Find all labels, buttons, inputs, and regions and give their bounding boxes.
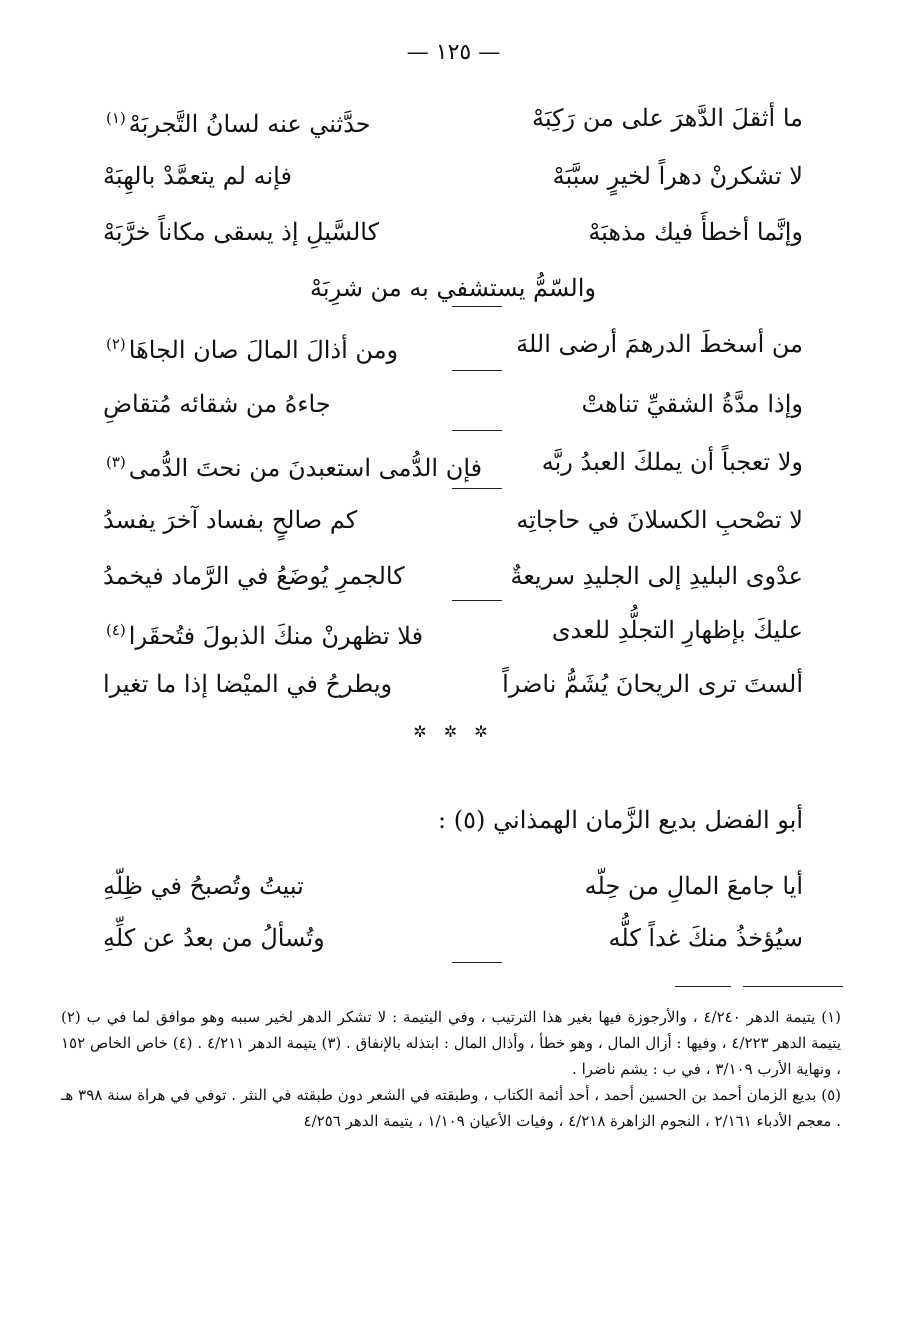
second-hemistich: جاءهُ من شقائه مُتقاضِ [103,390,331,418]
verse-line [103,156,803,196]
first-hemistich: لا تصْحبِ الكسلانَ في حاجاتِه [516,506,803,534]
footnote-marker: (٤) [106,621,126,639]
first-hemistich: عدْوى البليدِ إلى الجليدِ سريعةٌ [510,562,803,590]
second-hemistich: ويطرحُ في الميْضا إذا ما تغيرا [103,670,393,698]
first-hemistich: ولا تعجباً أن يملكَ العبدُ ربَّه [541,448,803,476]
separator-line [452,600,502,601]
footnote-marker: (٣) [106,453,126,471]
verse-line [103,268,803,308]
first-hemistich: عليكَ بإظهارِ التجلُّدِ للعدى [551,616,803,644]
footnote: (١) يتيمة الدهر ٤/٢٤٠ ، والأرجوزة فيها بغير هذا الترتيب ، وفي اليتيمة : لا تشكر الدهر لخير سببه وهو موافق لما في ب (٢) يتيمة الدهر ٤/٢٢٣ ، وفيها : أزال المال ، وهو خطأ ، وأذال المال : ابتذله بالإنفاق . (٣) يتيمة الدهر ٤/٢١١ . (٤) خاص الخاص ١٥٢ ، ونهاية الأرب ٣/١٠٩ ، في ب : يشم ناضرا . [61,1008,841,1078]
separator-line [452,488,502,489]
second-hemistich: كم صالحٍ بفساد آخرَ يفسدُ [103,506,358,534]
separator-line [452,962,502,963]
section-divider-stars: ✲ ✲ ✲ [413,722,494,741]
footnote: (٥) بديع الزمان أحمد بن الحسين أحمد ، أحد أئمة الكتاب ، وطبقته في الشعر دون طبقته في النثر . توفي في هراة سنة ٣٩٨ هـ . معجم الأدباء ٢/١٦١ ، النجوم الزاهرة ٤/٢١٨ ، وفيات الأعيان ١/١٠٩ ، يتيمة الدهر ٤/٢٥٦ [61,1086,841,1130]
footnote-rule [675,986,731,987]
second-hemistich: فإنه لم يتعمَّدْ بالهِبَهْ [103,162,292,190]
first-hemistich: ما أثقلَ الدَّهرَ على من رَكِبَهْ [532,104,803,132]
verse-line [103,610,803,650]
verse-line [103,384,803,424]
second-hemistich: حدَّثني عنه لسانُ التَّجربَهْ$^{(١)}$ [106,109,371,138]
verse-line [103,556,803,596]
separator-line [452,306,502,307]
footnote-marker: (٢) [106,335,126,353]
verse-line [103,500,803,540]
first-hemistich: وإذا مدَّةُ الشقيِّ تناهتْ [581,390,803,418]
second-hemistich: كالسَّيلِ إذ يسقى مكاناً خرَّبَهْ [103,218,380,246]
second-hemistich: فإن الدُّمى استعبدنَ من نحتَ الدُّمى$^{(٣)}$ [106,453,483,482]
first-hemistich: وإنَّما أخطأَ فيك مذهبَهْ [588,218,803,246]
separator-line [452,430,502,431]
first-hemistich: لا تشكرنْ دهراً لخيرٍ سبَّبَهْ [552,162,803,190]
second-hemistich: فلا تظهرنْ منكَ الذبولَ فتُحقَرا$^{(٤)}$ [106,621,424,650]
second-hemistich: تبيتُ وتُصبحُ في ظِلّهِ [103,872,304,900]
footnotes [61,1004,841,1134]
first-hemistich: ألستَ ترى الريحانَ يُشَمُّ ناضراً [502,670,803,698]
first-hemistich: من أسخطَ الدرهمَ أرضى اللهَ [516,330,803,358]
verse-line [103,98,803,138]
first-hemistich: أيا جامعَ المالِ من حِلّه [584,872,803,900]
second-hemistich: ومن أذالَ المالَ صان الجاهَا$^{(٢)}$ [106,335,399,364]
verse-line [103,866,803,906]
page-number: — ١٢٥ — [406,40,501,65]
second-hemistich: كالجمرِ يُوضَعُ في الرَّماد فيخمدُ [103,562,405,590]
verse-line [103,918,803,958]
poet-heading: أبو الفضل بديع الزَّمان الهمذاني (٥) : [438,806,803,834]
verse-line [103,664,803,704]
footnote-rule [743,986,843,987]
verse-line [103,442,803,482]
footnote-marker: (١) [106,109,126,127]
second-hemistich: وتُسألُ من بعدُ عن كلِّهِ [103,924,325,952]
verse-line [103,324,803,364]
separator-line [452,370,502,371]
first-hemistich: سيُؤخذُ منكَ غداً كلُّه [608,924,803,952]
verse-line [103,212,803,252]
single-verse: والسّمُّ يستشفي به من شرِبَهْ [310,274,596,302]
